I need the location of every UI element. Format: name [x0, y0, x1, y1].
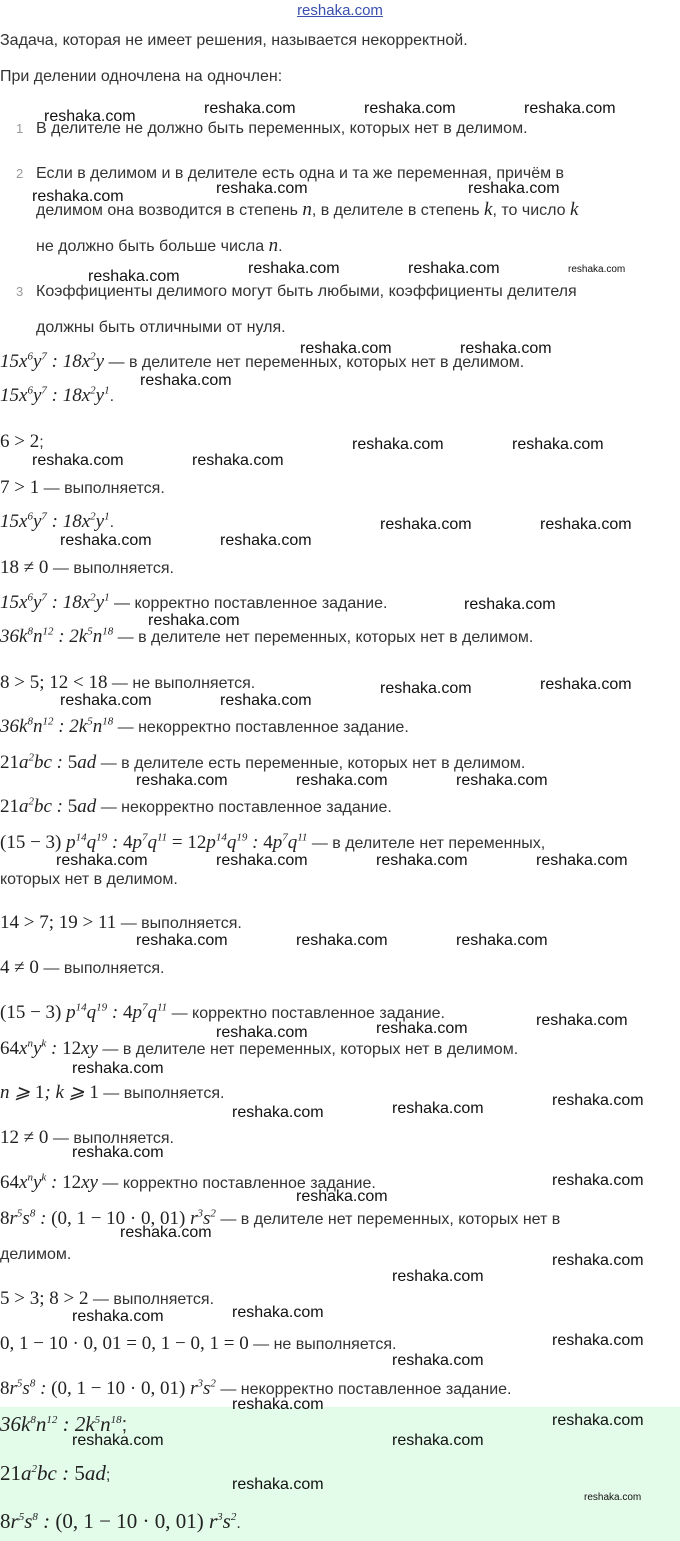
- step-14: 14 > 7; 19 > 11 — выполняется.: [0, 912, 242, 933]
- watermark: reshaka.com: [456, 772, 548, 789]
- watermark: reshaka.com: [60, 692, 152, 709]
- watermark: reshaka.com: [536, 1012, 628, 1029]
- step-20: $64x^ny^k$ : 12xy — корректно поставленное задание.: [0, 1171, 376, 1193]
- step-10: $36k^8n^{12}$ : $2k^5n^{18}$ — некорректно поставленное задание.: [0, 715, 409, 737]
- rule-3-line-2: должны быть отличными от нуля.: [36, 319, 286, 336]
- step-8: $36k^8n^{12}$ : $2k^5n^{18}$ — в делителе нет переменных, которых нет в делимом.: [0, 625, 534, 647]
- watermark: reshaka.com: [56, 852, 148, 869]
- step-6: 18 ≠ 0 — выполняется.: [0, 557, 174, 578]
- step-21: $8r^5s^8$ : (0, 1 − 10 · 0, 01) $r^3s^2$ — в делителе нет переменных, которых нет в: [0, 1207, 561, 1229]
- watermark: reshaka.com: [552, 1252, 644, 1269]
- step-7: $15x^6y^7$ : $18x^2y^1$ — корректно поставленное задание.: [0, 591, 388, 613]
- watermark: reshaka.com: [296, 1188, 388, 1205]
- step-13-cont: которых нет в делимом.: [0, 871, 178, 888]
- watermark: reshaka.com: [460, 340, 552, 357]
- watermark: reshaka.com: [552, 1332, 644, 1349]
- watermark: reshaka.com: [568, 264, 626, 275]
- watermark: reshaka.com: [296, 772, 388, 789]
- watermark: reshaka.com: [296, 932, 388, 949]
- site-link[interactable]: reshaka.com: [297, 2, 383, 19]
- watermark: reshaka.com: [136, 772, 228, 789]
- watermark: reshaka.com: [248, 260, 340, 277]
- watermark: reshaka.com: [300, 340, 392, 357]
- rule-number: 2: [16, 166, 24, 181]
- watermark: reshaka.com: [392, 1432, 484, 1449]
- watermark: reshaka.com: [552, 1412, 644, 1429]
- rule-2-line-3: не должно быть больше числа n.: [36, 235, 283, 256]
- rule-2-line-1: Если в делимом и в делителе есть одна и та же переменная, причём в: [36, 165, 565, 182]
- intro-text: Задача, которая не имеет решения, называется некорректной.: [0, 32, 468, 49]
- watermark: reshaka.com: [540, 516, 632, 533]
- watermark: reshaka.com: [552, 1172, 644, 1189]
- watermark: reshaka.com: [148, 612, 240, 629]
- rule-number: 3: [16, 284, 24, 299]
- watermark: reshaka.com: [552, 1092, 644, 1109]
- rule-number: 1: [16, 121, 24, 136]
- watermark: reshaka.com: [392, 1100, 484, 1117]
- watermark: reshaka.com: [88, 268, 180, 285]
- step-11: $21a^2bc$ : 5ad — в делителе есть переменные, которых нет в делимом.: [0, 751, 526, 773]
- step-18: n ⩾ 1; k ⩾ 1 — выполняется.: [0, 1082, 225, 1103]
- watermark: reshaka.com: [32, 188, 124, 205]
- watermark: reshaka.com: [456, 932, 548, 949]
- watermark: reshaka.com: [60, 532, 152, 549]
- step-17: $64x^ny^k$ : 12xy — в делителе нет переменных, которых нет в делимом.: [0, 1037, 519, 1059]
- watermark: reshaka.com: [364, 100, 456, 117]
- watermark: reshaka.com: [72, 1060, 164, 1077]
- watermark: reshaka.com: [72, 1144, 164, 1161]
- watermark: reshaka.com: [32, 452, 124, 469]
- step-4: 7 > 1 — выполняется.: [0, 477, 165, 498]
- step-12: $21a^2bc$ : 5ad — некорректно поставленное задание.: [0, 795, 392, 817]
- watermark: reshaka.com: [232, 1396, 324, 1413]
- watermark: reshaka.com: [120, 1224, 212, 1241]
- step-21-cont: делимом.: [0, 1246, 72, 1263]
- step-16: (15 − 3) $p^{14}q^{19}$ : $4p^7q^{11}$ — корректно поставленное задание.: [0, 1001, 445, 1023]
- rules-heading: При делении одночлена на одночлен:: [0, 68, 283, 85]
- watermark: reshaka.com: [392, 1352, 484, 1369]
- watermark: reshaka.com: [380, 516, 472, 533]
- step-3: 6 > 2;: [0, 431, 44, 452]
- watermark: reshaka.com: [204, 100, 296, 117]
- watermark: reshaka.com: [464, 596, 556, 613]
- rule-3-line-1: Коэффициенты делимого могут быть любыми, коэффициенты делителя: [36, 283, 577, 300]
- rule-1: В делителе не должно быть переменных, которых нет в делимом.: [36, 120, 528, 137]
- watermark: reshaka.com: [512, 436, 604, 453]
- watermark: reshaka.com: [380, 680, 472, 697]
- watermark: reshaka.com: [524, 100, 616, 117]
- watermark: reshaka.com: [72, 1432, 164, 1449]
- watermark: reshaka.com: [136, 932, 228, 949]
- step-9: 8 > 5; 12 < 18 — не выполняется.: [0, 672, 256, 693]
- answer-1: $36k^8n^{12}$ : $2k^5n^{18}$;: [0, 1412, 128, 1436]
- step-15: 4 ≠ 0 — выполняется.: [0, 957, 165, 978]
- watermark: reshaka.com: [216, 1024, 308, 1041]
- watermark: reshaka.com: [408, 260, 500, 277]
- step-19: 12 ≠ 0 — выполняется.: [0, 1127, 174, 1148]
- step-5: $15x^6y^7$ : $18x^2y^1$.: [0, 510, 115, 532]
- answer-2: $21a^2bc$ : 5ad;: [0, 1461, 111, 1485]
- watermark: reshaka.com: [584, 1492, 642, 1503]
- step-13: (15 − 3) $p^{14}q^{19}$ : $4p^7q^{11} = 12p^{14}q^{19}$ : $4p^7q^{11}$ — в делителе нет переменных,: [0, 831, 546, 853]
- watermark: reshaka.com: [44, 108, 136, 125]
- watermark: reshaka.com: [376, 852, 468, 869]
- watermark: reshaka.com: [216, 180, 308, 197]
- watermark: reshaka.com: [220, 532, 312, 549]
- step-24: $8r^5s^8$ : (0, 1 − 10 · 0, 01) $r^3s^2$ — некорректно поставленное задание.: [0, 1377, 512, 1399]
- watermark: reshaka.com: [352, 436, 444, 453]
- watermark: reshaka.com: [216, 852, 308, 869]
- watermark: reshaka.com: [392, 1268, 484, 1285]
- watermark: reshaka.com: [232, 1104, 324, 1121]
- rule-2-line-2: делимом она возводится в степень n, в делителе в степень k, то число k: [36, 199, 579, 220]
- watermark: reshaka.com: [232, 1304, 324, 1321]
- watermark: reshaka.com: [468, 180, 560, 197]
- answer-3: $8r^5s^8$ : (0, 1 − 10 · 0, 01) $r^3s^2$.: [0, 1509, 241, 1533]
- step-23: 0, 1 − 10 · 0, 01 = 0, 1 − 0, 1 = 0 — не выполняется.: [0, 1333, 397, 1354]
- watermark: reshaka.com: [220, 692, 312, 709]
- watermark: reshaka.com: [140, 372, 232, 389]
- watermark: reshaka.com: [376, 1020, 468, 1037]
- step-22: 5 > 3; 8 > 2 — выполняется.: [0, 1288, 215, 1309]
- watermark: reshaka.com: [540, 676, 632, 693]
- watermark: reshaka.com: [72, 1308, 164, 1325]
- watermark: reshaka.com: [192, 452, 284, 469]
- watermark: reshaka.com: [232, 1476, 324, 1493]
- watermark: reshaka.com: [536, 852, 628, 869]
- step-2: $15x^6y^7$ : $18x^2y^1$.: [0, 384, 115, 406]
- step-1: $15x^6y^7$ : $18x^2y$ — в делителе нет переменных, которых нет в делимом.: [0, 350, 525, 372]
